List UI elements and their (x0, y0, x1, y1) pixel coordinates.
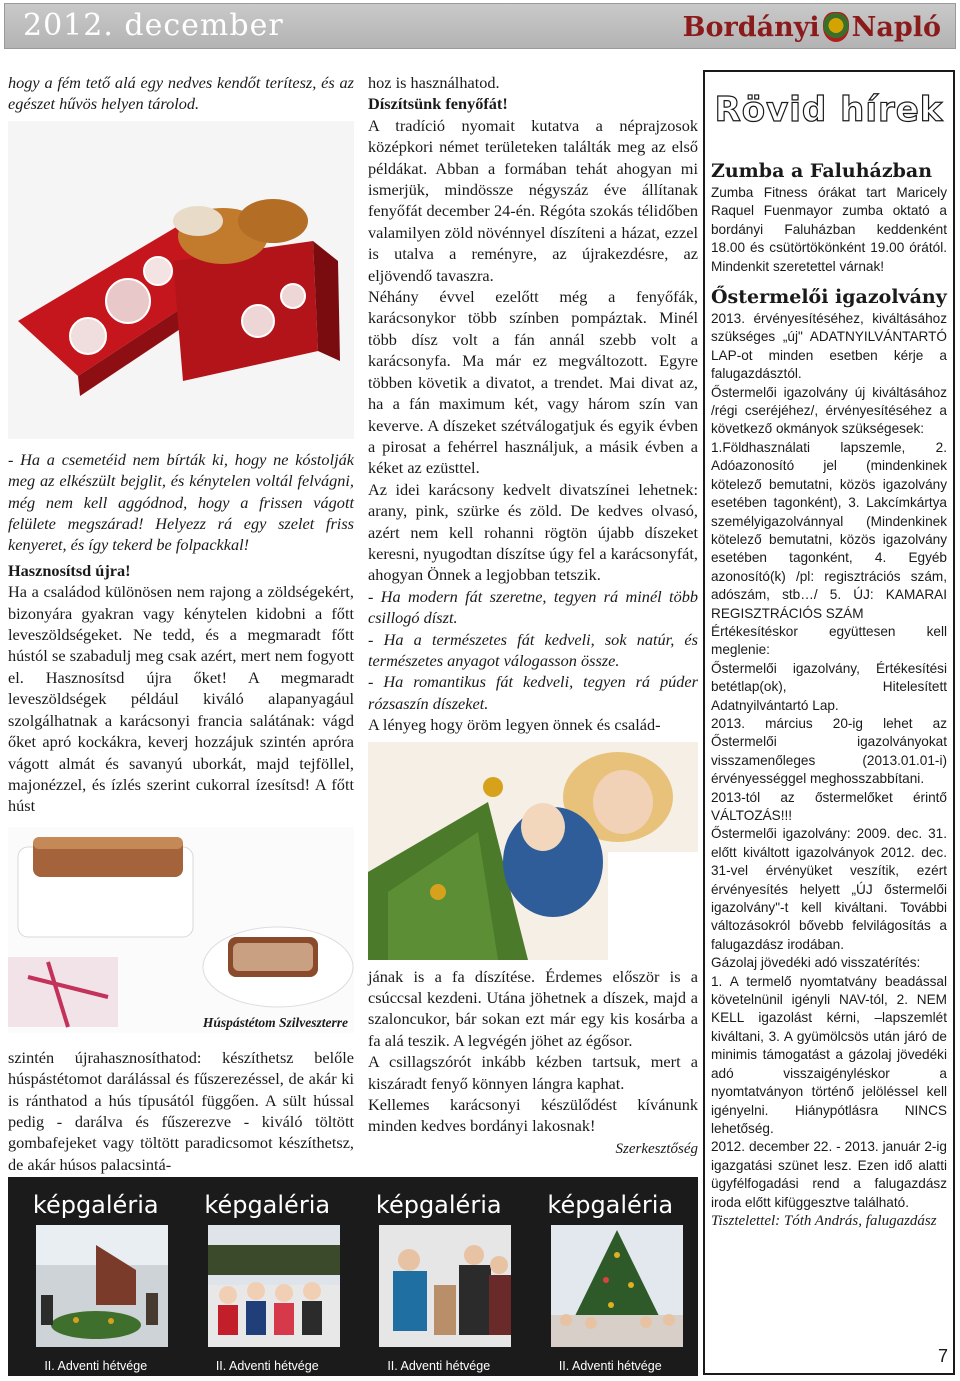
gingerbread-tin-photo (8, 121, 354, 439)
paragraph: A csillagszórót inkább kézben tartsuk, mert a kiszáradt fenyő könnyen lángra kaphat. (368, 1052, 698, 1093)
news-paragraph: 2013. március 20-ig lehet az Őstermelői igazolványokat visszamenőleges (2013.01.01-i) érvényességgel meghosszabbítani. (711, 715, 947, 787)
gallery-title: képgaléria (204, 1191, 331, 1219)
article-signature: Szerkesztőség (615, 1140, 698, 1157)
news-paragraph: 1.Földhasználati lapszemle, 2. Adóazonosító jel (mindenkinek kötelező bemutatni, közös igazolvány esetében tagonként), 3. Lakcímkártya személyigazolvánnyal (Mindenkinek kötelező bemutatni, közös igazolvány esetében tagonként, 4. Egyéb azonosító(k) /pl: regisztrációs szám, adószám, stb…/ 5. ÚJ: KAMARAI REGISZTRÁCIÓS SZÁM (711, 439, 947, 621)
news-title: Rövid hírek (714, 90, 944, 130)
photo-gallery-strip (8, 1177, 698, 1376)
news-paragraph: Értékesítéskor együttesen kell meglenie: (711, 623, 947, 658)
newspaper-logo (683, 10, 941, 44)
paragraph: - Ha a csemetéid nem bírták ki, hogy ne kóstolják meg az elkészült bejglit, és kénytelen voltál felvágni, még nem kell aggódnod, hogy a frissen vágott felülete megszárad! Helyezz rá egy szelet friss kenyeret, és így tekerd be folpackkal! (8, 449, 354, 555)
gallery-caption: II. Adventi hétvége (558, 1359, 662, 1373)
logo-text-left: Bordányi (682, 11, 820, 43)
tip-item: - Ha a természetes fát kedveli, sok natúr, és természetes anyagot válogasson össze. (368, 629, 698, 670)
short-news-box (703, 70, 955, 1375)
paragraph (8, 581, 354, 816)
news-paragraph: 2012. december 22. - 2013. január 2-ig igazgatási szünet lesz. Ezen idő alatti ügyfélfogadási rend a falugazdász iroda előtt kifüggesztve található. (711, 1139, 947, 1210)
news-paragraph: Zumba Fitness órákat tart Maricely Raquel Fuenmayor zumba oktató a bordányi Faluházban keddenként 18.00 és csütörtökönként 19.00 órától. Mindenkit szeretettel várnak! (711, 185, 947, 274)
section-heading: Díszítsünk fenyőfát! (368, 94, 508, 114)
paragraph: Kellemes karácsonyi készülődést kívánunk minden kedves bordányi lakosnak! (368, 1095, 698, 1136)
news-heading: Őstermelői igazolvány (711, 286, 947, 309)
gallery-photo[interactable] (208, 1225, 340, 1347)
gallery-photo[interactable] (379, 1225, 511, 1347)
issue-date: 2012. december (23, 8, 284, 43)
news-paragraph: Őstermelői igazolvány: 2009. dec. 31. előtt kiváltott igazolványok 2012. dec. 31-vel érvényüket veszítik, ezért érvényesítés helyett „ÚJ őstermelői igazolvány"-t kell kiváltani. További változásokról bővebb felvilágosítás a falugazdász irodában. (711, 826, 947, 952)
news-signature: Tisztelettel: Tóth András, falugazdász (711, 1212, 937, 1229)
news-paragraph: 2013. érvényesítéséhez, kiváltásához szükséges „új" ADATNYILVÁNTARTÓ LAP-ot minden esetben kérje a falugazdásztól. (711, 311, 947, 382)
photo-caption: Húspástétom Szilveszterre (202, 1014, 348, 1030)
christmas-tree-family-photo (368, 742, 698, 960)
paragraph: A lényeg hogy öröm legyen önnek és család- (368, 715, 661, 735)
gallery-item[interactable] (14, 1177, 178, 1376)
paragraph-intro: Ha a családod különösen nem rajong a zöldségekért, bizonyára gyakran vagy kénytelen kidobni a főtt leveszöldségeket. Ne tedd, és a megmaradt főtt hústól se szabadulj meg csak azért, mert nem fogyott el. Hasznosítsd újra őket! (8, 582, 354, 687)
meat-pate-photo (8, 827, 354, 1033)
paragraph: A tradíció nyomait kutatva a néprajzosok középkori német területeken találták meg az első példákat. Abban a formában tehát ahogyan mi ismerjük, mindössze négyszáz éve állítanak fenyőfát december 24-én. Régóta szokás télidőben valamilyen zöld növénnyel díszíteni a házat, ezzel is utalva a reményre, az újrakezdésre, az eljövendő tavaszra. (368, 115, 698, 285)
gallery-item[interactable] (529, 1177, 693, 1376)
paragraph-body: A megmaradt leveszöldségek például kiváló alapanyagául szolgálhatnak a karácsonyi francia salátának: vágd őket apró kockákra, keverj hozzájuk szintén apróra vágott almát és savanyú uborkát, majd tejföllel, majonézzel, és ízlés szerint cukorral ízesítsd! A főtt húst (8, 667, 355, 816)
coat-of-arms-icon (823, 12, 849, 42)
gallery-item[interactable] (357, 1177, 521, 1376)
news-paragraph: 1. A termelő nyomtatvány beadással követelnünil igényli NAV-tól, 2. NEM KELL igazolást kérni, –lapszemlét kiváltani, 3. A gyümölcsös után járó de minimis támogatást a gázolaj jövedéki adó visszaigényléskor a nyomtatványon történő jelöléssel kell igényelni. Hiánypótlásra NINCS lehetőség. (711, 973, 947, 1136)
gallery-photo[interactable] (551, 1225, 683, 1347)
page-header (4, 3, 956, 49)
news-paragraph: Őstermelői igazolvány új kiváltásához /régi cseréjéhez/, érvényesítéséhez a következő okmányok szükségesek: (711, 384, 947, 437)
tip-item: - Ha romantikus fát kedveli, tegyen rá púder rózsaszín díszeket. (368, 672, 698, 713)
paragraph: Néhány évvel ezelőtt még a fenyőfák, karácsonykor több színben pompáztak. Minél több dísz volt a fán annál szebb volt a karácsonyfa. Ma már ez megváltozott. Egyre többen követik a divatot, a trendet. Mai divat az, ha a fán maximum két, vagy három szín van keverve. A díszeket szétválogatjuk és egyik évben a pirosat a fehérrel használjuk, a másik évben a kéket az ezüsttel. (368, 287, 698, 478)
news-paragraph: Gázolaj jövedéki adó visszatérítés: (711, 955, 921, 971)
gallery-title: képgaléria (375, 1191, 502, 1219)
paragraph: hogy a fém tető alá egy nedves kendőt terítesz, és az egészet hűvös helyen tárolod. (8, 73, 354, 114)
paragraph: szintén újrahasznosíthatod: készíthetsz belőle húspástétomot darálással és fűszerezéssel, de akár ki is ránthatod a hús típusától függően. A sült hússal pedig - darálva és fűszerezve - kiváló töltött gombafejeket vagy töltött paradicsomot készíthetsz, de akár húsos palacsintá- (8, 1047, 354, 1174)
news-paragraph: 2013-tól az őstermelőket érintő VÁLTOZÁS!!! (711, 789, 947, 823)
column-middle (368, 72, 698, 1158)
gallery-item[interactable] (186, 1177, 350, 1376)
logo-text-right: Napló (851, 11, 941, 43)
column-left (8, 72, 354, 1175)
page-number: 7 (937, 1346, 948, 1366)
news-paragraph: Őstermelői igazolvány, Értékesítési betétlap(ok), Hitelesített Adatnyilvántartó Lap. (711, 660, 947, 713)
section-heading: Hasznosítsd újra! (8, 560, 131, 580)
news-heading: Zumba a Faluházban (711, 160, 933, 182)
gallery-caption: II. Adventi hétvége (44, 1359, 148, 1373)
tip-item: - Ha modern fát szeretne, tegyen rá minél több csillogó díszt. (368, 586, 698, 628)
paragraph: jának is a fa díszítése. Érdemes először is a csúccsal kezdeni. Utána jöhetnek a díszek, majd a szaloncukor, bár sokan ezt már egy kis kosárba a fa alá teszik. A legvégén jöhet az égősor. (368, 966, 698, 1050)
paragraph: Az idei karácsony kedvelt divatszínei lehetnek: arany, pink, szürke és zöld. De kedves olvasó, azért nem kell rohanni rögtön újabb díszeket keresni, nyugodtan díszítse úgy fel a karácsonyfát, ahogyan Önnek a legjobban tetszik. (368, 479, 698, 585)
gallery-caption: II. Adventi hétvége (215, 1359, 319, 1373)
gallery-caption: II. Adventi hétvége (387, 1359, 491, 1373)
paragraph: hoz is használhatod. (368, 73, 500, 92)
gallery-title: képgaléria (547, 1191, 674, 1219)
gallery-title: képgaléria (32, 1191, 159, 1219)
gallery-photo[interactable] (36, 1225, 168, 1347)
